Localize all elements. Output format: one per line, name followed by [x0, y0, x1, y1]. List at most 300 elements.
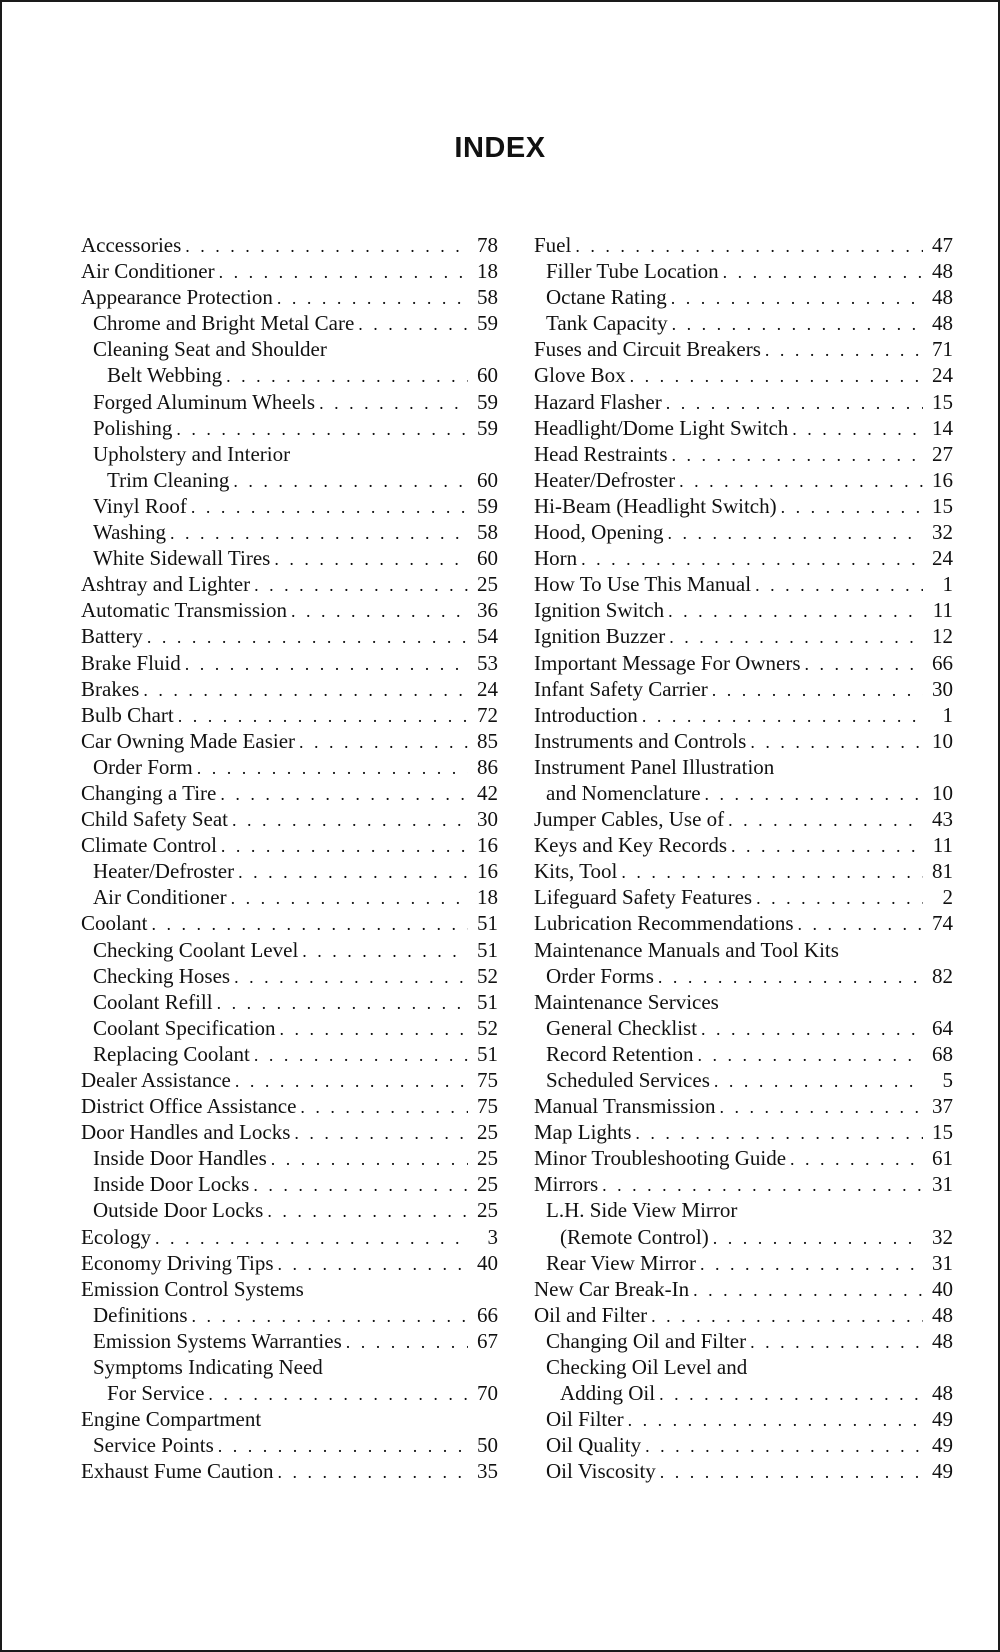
index-entry-page: 11	[932, 598, 953, 623]
index-entry-label: Headlight/Dome Light Switch	[534, 415, 789, 440]
dot-leader	[197, 755, 468, 781]
index-entry	[534, 1041, 953, 1067]
index-entry	[81, 1145, 498, 1171]
index-entry-page: 49	[932, 1407, 953, 1432]
dot-leader	[668, 520, 924, 546]
index-entry-label: Checking Oil Level and	[546, 1355, 748, 1380]
index-entry-label: Replacing Coolant	[93, 1041, 250, 1066]
dot-leader	[234, 964, 468, 990]
index-entry	[534, 415, 953, 441]
index-entry	[534, 310, 953, 336]
index-entry	[81, 519, 498, 545]
index-entry-label: Fuel	[534, 233, 572, 257]
index-entry-label: Accessories	[81, 233, 182, 257]
index-entry-label: Washing	[93, 520, 166, 545]
index-entry	[534, 1406, 953, 1432]
index-entry-page: 64	[932, 1015, 953, 1040]
index-entry	[81, 806, 498, 832]
dot-leader	[358, 311, 468, 337]
dot-leader	[271, 1146, 468, 1172]
index-entry-page: 10	[932, 780, 953, 805]
dot-leader	[280, 1016, 468, 1042]
dot-leader	[277, 285, 468, 311]
dot-leader	[253, 1172, 468, 1198]
index-entry-page: 82	[932, 963, 953, 988]
dot-leader	[719, 1094, 923, 1120]
index-entry-page: 75	[477, 1068, 498, 1092]
index-entry	[81, 258, 498, 284]
dot-leader	[218, 1433, 468, 1459]
index-entry-page: 59	[477, 389, 498, 414]
index-entry	[534, 1250, 953, 1276]
index-entry-page: 15	[932, 493, 953, 518]
index-entry-label: Maintenance Manuals and Tool Kits	[534, 937, 839, 962]
dot-leader	[728, 807, 923, 833]
index-entry-label: Bulb Chart	[81, 702, 174, 727]
index-entry-page: 50	[477, 1433, 498, 1458]
index-entry	[534, 754, 953, 780]
index-entry	[534, 676, 953, 702]
index-entry	[81, 623, 498, 649]
index-entry-label: Automatic Transmission	[81, 598, 287, 623]
dot-leader	[712, 677, 923, 703]
dot-leader	[698, 1042, 923, 1068]
index-entry-label: Hood, Opening	[534, 520, 664, 545]
index-entry-label: Scheduled Services	[546, 1068, 710, 1092]
index-entry-label: Engine Compartment	[81, 1407, 262, 1432]
dot-leader	[700, 1251, 923, 1277]
index-entry-page: 30	[477, 807, 498, 832]
index-entry-page: 86	[477, 754, 498, 779]
index-entry	[534, 832, 953, 858]
dot-leader	[693, 1277, 923, 1303]
index-entry	[81, 389, 498, 415]
index-entry-label: Child Safety Seat	[81, 807, 228, 832]
index-entry-label: Economy Driving Tips	[81, 1250, 274, 1275]
index-entry-page: 15	[932, 389, 953, 414]
index-entry	[81, 858, 498, 884]
dot-leader	[581, 546, 923, 572]
dot-leader	[750, 1329, 923, 1355]
index-entry-label: Horn	[534, 546, 578, 571]
index-entry	[534, 519, 953, 545]
index-entry-label: Mirrors	[534, 1172, 599, 1197]
index-entry-label: General Checklist	[546, 1015, 698, 1040]
index-entry-label: Polishing	[93, 415, 173, 440]
index-entry-label: Car Owning Made Easier	[81, 728, 296, 753]
dot-leader	[781, 494, 923, 520]
index-entry-label: Ashtray and Lighter	[81, 572, 251, 597]
dot-leader	[191, 494, 468, 520]
index-entry	[534, 623, 953, 649]
index-entry-page: 27	[932, 441, 953, 466]
dot-leader	[302, 938, 468, 964]
index-entry-label: Definitions	[93, 1302, 188, 1327]
dot-leader	[750, 729, 923, 755]
dot-leader	[231, 885, 468, 911]
index-entry-page: 60	[477, 467, 498, 492]
index-entry-page: 24	[477, 676, 498, 701]
index-entry	[81, 702, 498, 728]
index-entry-label: Adding Oil	[560, 1381, 656, 1406]
dot-leader	[176, 416, 468, 442]
index-entry	[534, 1354, 953, 1380]
dot-leader	[219, 259, 468, 285]
index-entry	[534, 1276, 953, 1302]
index-entry	[534, 545, 953, 571]
index-entry-page: 32	[932, 1224, 953, 1249]
index-entry-label: Minor Troubleshooting Guide	[534, 1146, 787, 1171]
dot-leader	[185, 651, 468, 677]
index-entry-page: 59	[477, 493, 498, 518]
index-entry-label: Ignition Buzzer	[534, 624, 666, 649]
index-entry-label: Hi-Beam (Headlight Switch)	[534, 493, 777, 518]
index-entry	[81, 676, 498, 702]
dot-leader	[666, 390, 923, 416]
index-entry	[81, 415, 498, 441]
index-entry	[81, 1276, 498, 1302]
index-entry-page: 66	[477, 1302, 498, 1327]
index-entry-label: Important Message For Owners	[534, 650, 801, 675]
index-entry	[81, 284, 498, 310]
index-entry-label: Hazard Flasher	[534, 389, 662, 414]
index-entry-label: Lifeguard Safety Features	[534, 885, 753, 910]
dot-leader	[731, 833, 923, 859]
index-entry-label: Exhaust Fume Caution	[81, 1459, 274, 1484]
dot-leader	[672, 442, 923, 468]
index-entry-page: 18	[477, 259, 498, 284]
index-entry-page: 16	[477, 833, 498, 858]
index-entry-page: 5	[942, 1068, 953, 1092]
index-entry	[81, 1197, 498, 1223]
index-entry-label: Heater/Defroster	[93, 859, 235, 884]
index-entry	[81, 1093, 498, 1119]
dot-leader	[278, 1459, 469, 1485]
index-entry	[534, 1328, 953, 1354]
index-entry-page: 81	[932, 859, 953, 884]
index-entry	[534, 389, 953, 415]
index-entry	[81, 1119, 498, 1145]
index-entry-page: 35	[477, 1459, 498, 1484]
index-entry-label: Emission Control Systems	[81, 1276, 304, 1301]
index-entry-label: Kits, Tool	[534, 859, 618, 884]
dot-leader	[178, 703, 468, 729]
dot-leader	[575, 233, 923, 259]
index-entry-label: Rear View Mirror	[546, 1250, 696, 1275]
index-entry-page: 85	[477, 728, 498, 753]
dot-leader	[155, 1225, 468, 1251]
index-entry-page: 48	[932, 285, 953, 310]
index-entry	[81, 1354, 498, 1380]
index-entry-label: Changing Oil and Filter	[546, 1328, 747, 1353]
index-entry-page: 48	[932, 1328, 953, 1353]
index-entry	[81, 1250, 498, 1276]
index-entry	[534, 1224, 953, 1250]
index-entry-label: Brakes	[81, 676, 140, 701]
index-entry-page: 32	[932, 520, 953, 545]
index-entry-page: 43	[932, 807, 953, 832]
dot-leader	[221, 833, 468, 859]
index-entry-page: 18	[477, 885, 498, 910]
index-entry-page: 52	[477, 963, 498, 988]
index-entry-page: 24	[932, 546, 953, 571]
dot-leader	[185, 233, 468, 259]
index-entry-page: 60	[477, 546, 498, 571]
index-entry-page: 48	[932, 311, 953, 336]
index-entry-page: 58	[477, 520, 498, 545]
index-entry	[534, 571, 953, 597]
index-entry	[81, 754, 498, 780]
index-entry-page: 78	[477, 233, 498, 257]
dot-leader	[630, 363, 923, 389]
index-entry	[81, 545, 498, 571]
index-entry-label: Checking Coolant Level	[93, 937, 299, 962]
index-entry	[81, 989, 498, 1015]
index-entry-page: 10	[932, 728, 953, 753]
index-entry	[81, 884, 498, 910]
index-entry-label: Jumper Cables, Use of	[534, 807, 725, 832]
dot-leader	[299, 729, 468, 755]
dot-leader	[300, 1094, 468, 1120]
index-entry-page: 15	[932, 1120, 953, 1145]
index-entry-label: Outside Door Locks	[93, 1198, 264, 1223]
index-entry-label: Climate Control	[81, 833, 217, 858]
dot-leader	[668, 598, 923, 624]
index-entry-page: 40	[932, 1276, 953, 1301]
index-entry-label: Octane Rating	[546, 285, 667, 310]
index-entry-page: 67	[477, 1328, 498, 1353]
index-entry	[81, 441, 498, 467]
index-entry-label: Inside Door Locks	[93, 1172, 250, 1197]
index-entry-label: Vinyl Roof	[93, 493, 187, 518]
index-entry	[81, 232, 498, 258]
dot-leader	[651, 1303, 923, 1329]
index-entry-label: Instruments and Controls	[534, 728, 747, 753]
index-entry-page: 51	[477, 937, 498, 962]
index-entry	[534, 493, 953, 519]
index-entry	[534, 1432, 953, 1458]
index-entry	[534, 1119, 953, 1145]
dot-leader	[621, 859, 923, 885]
index-entry	[81, 1458, 498, 1484]
index-entry-label: (Remote Control)	[560, 1224, 709, 1249]
dot-leader	[238, 859, 468, 885]
index-entry	[534, 858, 953, 884]
index-entry	[534, 1067, 953, 1093]
index-entry	[81, 362, 498, 388]
index-entry	[81, 780, 498, 806]
index-entry	[81, 910, 498, 936]
index-entry-page: 60	[477, 363, 498, 388]
index-entry-label: Cleaning Seat and Shoulder	[93, 337, 327, 362]
dot-leader	[267, 1198, 468, 1224]
dot-leader	[232, 807, 468, 833]
index-entry-page: 58	[477, 285, 498, 310]
index-entry	[81, 1224, 498, 1250]
dot-leader	[208, 1381, 468, 1407]
index-entry	[81, 1041, 498, 1067]
index-entry	[81, 963, 498, 989]
index-entry	[534, 336, 953, 362]
index-entry-label: Tank Capacity	[546, 311, 668, 336]
index-entry	[81, 1380, 498, 1406]
index-entry	[81, 1302, 498, 1328]
index-entry-label: Changing a Tire	[81, 780, 217, 805]
dot-leader	[291, 598, 468, 624]
index-entry-label: Symptoms Indicating Need	[93, 1355, 323, 1380]
index-entry	[534, 702, 953, 728]
index-column-left	[81, 232, 498, 1485]
dot-leader	[658, 964, 923, 990]
index-entry-page: 61	[932, 1146, 953, 1171]
index-entry-page: 42	[477, 780, 498, 805]
index-entry-label: Ecology	[81, 1224, 151, 1249]
index-entry	[534, 884, 953, 910]
dot-leader	[147, 624, 468, 650]
dot-leader	[628, 1407, 923, 1433]
dot-leader	[645, 1433, 923, 1459]
dot-leader	[278, 1251, 468, 1277]
index-entry	[534, 806, 953, 832]
index-entry	[534, 1015, 953, 1041]
dot-leader	[274, 546, 468, 572]
index-entry	[534, 937, 953, 963]
dot-leader	[755, 572, 923, 598]
index-entry-label: White Sidewall Tires	[93, 546, 271, 571]
index-entry	[534, 258, 953, 284]
index-entry-page: 11	[932, 833, 953, 858]
index-entry-label: Maintenance Services	[534, 989, 719, 1014]
index-entry-page: 25	[477, 1198, 498, 1223]
index-entry-page: 68	[932, 1041, 953, 1066]
index-entry	[81, 728, 498, 754]
index-entry-label: For Service	[107, 1381, 205, 1406]
index-entry-page: 37	[932, 1094, 953, 1119]
index-entry-page: 3	[487, 1224, 498, 1249]
index-entry	[534, 1145, 953, 1171]
index-entry	[81, 832, 498, 858]
dot-leader	[192, 1303, 469, 1329]
dot-leader	[226, 363, 468, 389]
index-entry-label: Air Conditioner	[81, 259, 215, 284]
index-entry-page: 25	[477, 1146, 498, 1171]
index-entry-page: 59	[477, 415, 498, 440]
index-entry	[81, 310, 498, 336]
index-entry-page: 2	[942, 885, 953, 910]
index-entry	[534, 910, 953, 936]
index-entry-page: 31	[932, 1250, 953, 1275]
index-entry-label: and Nomenclature	[546, 780, 701, 805]
index-entry-page: 48	[932, 1302, 953, 1327]
index-entry	[534, 1380, 953, 1406]
index-entry-label: Brake Fluid	[81, 650, 181, 675]
dot-leader	[669, 624, 923, 650]
dot-leader	[254, 1042, 468, 1068]
index-entry	[81, 1067, 498, 1093]
index-entry-label: Ignition Switch	[534, 598, 665, 623]
index-entry-label: Infant Safety Carrier	[534, 676, 708, 701]
index-entry	[534, 1302, 953, 1328]
index-entry	[534, 1458, 953, 1484]
dot-leader	[642, 703, 923, 729]
index-entry-page: 31	[932, 1172, 953, 1197]
index-column-right	[534, 232, 953, 1485]
index-entry-label: Manual Transmission	[534, 1094, 716, 1119]
index-entry-label: Map Lights	[534, 1120, 632, 1145]
index-entry-label: Inside Door Handles	[93, 1146, 267, 1171]
index-entry	[534, 1171, 953, 1197]
index-entry-label: Air Conditioner	[93, 885, 227, 910]
dot-leader	[346, 1329, 468, 1355]
index-entry	[81, 650, 498, 676]
index-entry-page: 51	[477, 1041, 498, 1066]
index-entry-page: 16	[477, 859, 498, 884]
page-title: INDEX	[454, 132, 546, 164]
index-entry-page: 1	[942, 572, 953, 597]
index-entry-label: Appearance Protection	[81, 285, 273, 310]
index-entry-label: Coolant Refill	[93, 989, 213, 1014]
index-entry-label: Forged Aluminum Wheels	[93, 389, 316, 414]
index-entry	[534, 1093, 953, 1119]
index-entry-page: 48	[932, 259, 953, 284]
index-entry-label: Keys and Key Records	[534, 833, 728, 858]
index-entry-page: 51	[477, 989, 498, 1014]
index-entry-label: Heater/Defroster	[534, 467, 676, 492]
dot-leader	[143, 677, 468, 703]
dot-leader	[659, 1381, 923, 1407]
index-entry	[534, 780, 953, 806]
index-entry	[534, 650, 953, 676]
index-entry-label: Lubrication Recommendations	[534, 911, 794, 936]
dot-leader	[235, 1068, 468, 1094]
index-entry-label: Instrument Panel Illustration	[534, 754, 775, 779]
index-entry	[534, 467, 953, 493]
index-entry	[81, 597, 498, 623]
index-entry-page: 52	[477, 1015, 498, 1040]
dot-leader	[705, 781, 923, 807]
index-entry-page: 25	[477, 1172, 498, 1197]
index-entry-label: Battery	[81, 624, 143, 649]
dot-leader	[714, 1068, 923, 1094]
index-entry	[81, 467, 498, 493]
dot-leader	[765, 337, 923, 363]
index-entry-label: Filler Tube Location	[546, 259, 719, 284]
index-entry-page: 66	[932, 650, 953, 675]
index-entry-label: District Office Assistance	[81, 1094, 297, 1119]
index-entry	[534, 597, 953, 623]
dot-leader	[792, 416, 923, 442]
index-entry	[81, 1015, 498, 1041]
index-entry-label: Trim Cleaning	[107, 467, 230, 492]
index-entry-label: Order Form	[93, 754, 193, 779]
index-entry-label: Dealer Assistance	[81, 1068, 231, 1092]
index-entry-label: Oil Filter	[546, 1407, 624, 1432]
index-entry-label: Belt Webbing	[107, 363, 223, 388]
index-entry-label: Fuses and Circuit Breakers	[534, 337, 761, 362]
index-entry	[81, 493, 498, 519]
index-entry-page: 72	[477, 702, 498, 727]
dot-leader	[254, 572, 468, 598]
index-entry-label: Coolant Specification	[93, 1015, 276, 1040]
dot-leader	[233, 468, 468, 494]
index-entry-page: 59	[477, 311, 498, 336]
index-entry-label: Door Handles and Locks	[81, 1120, 291, 1145]
index-entry-page: 25	[477, 572, 498, 597]
dot-leader	[701, 1016, 923, 1042]
index-entry-label: Chrome and Bright Metal Care	[93, 311, 355, 336]
index-entry	[534, 728, 953, 754]
dot-leader	[170, 520, 468, 546]
